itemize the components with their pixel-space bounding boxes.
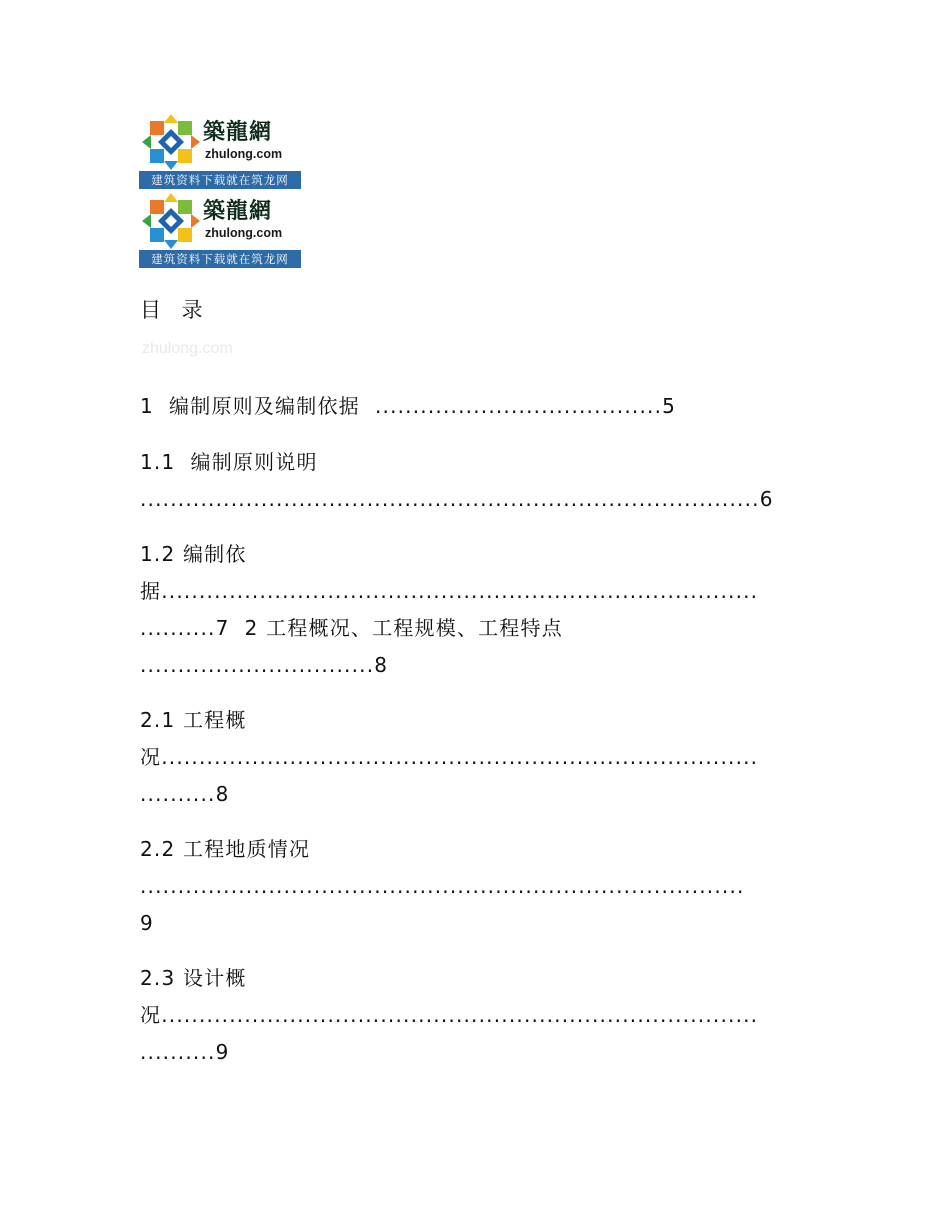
toc-entry-1-1-leader[interactable]: ..................................................................................6 <box>140 487 774 511</box>
toc-heading: 目 录 <box>140 298 210 322</box>
toc-entry-1[interactable]: 1 编制原则及编制依据 ......................................5 <box>140 394 677 418</box>
zhulong-logo-repeat <box>139 190 301 268</box>
logo-chinese-name: 築龍網 <box>203 119 273 145</box>
logo-chinese-name: 築龍網 <box>203 198 273 224</box>
logo-emblem-icon <box>141 192 201 250</box>
logo-top <box>139 111 301 171</box>
toc-entry-2-3[interactable]: 2.3 设计概 <box>140 966 247 990</box>
zhulong-logo <box>139 111 301 189</box>
logo-domain: zhulong.com <box>205 147 283 161</box>
toc-entry-2-2-page[interactable]: 9 <box>140 911 154 935</box>
watermark: zhulong.com <box>142 340 233 357</box>
toc-entry-1-2[interactable]: 1.2 编制依 <box>140 542 247 566</box>
toc-entry-2-2[interactable]: 2.2 工程地质情况 <box>140 837 311 861</box>
toc-entry-2-3-leader[interactable]: 况............................................................................... <box>140 1003 759 1027</box>
toc-entry-2-leader[interactable]: ...............................8 <box>140 653 389 677</box>
logo-tagline: 建筑资料下载就在筑龙网 <box>139 250 301 268</box>
toc-entry-2-3-page[interactable]: ..........9 <box>140 1040 230 1064</box>
toc-entry-2-1[interactable]: 2.1 工程概 <box>140 708 247 732</box>
toc-entry-2-1-page[interactable]: ..........8 <box>140 782 230 806</box>
toc-entry-1-1[interactable]: 1.1 编制原则说明 <box>140 450 318 474</box>
logo-domain: zhulong.com <box>205 226 283 240</box>
toc-entry-2[interactable]: ..........7 2 工程概况、工程规模、工程特点 <box>140 616 563 640</box>
logo-top <box>139 190 301 250</box>
toc-entry-2-2-leader[interactable]: ................................................................................ <box>140 874 745 898</box>
logo-tagline: 建筑资料下载就在筑龙网 <box>139 171 301 189</box>
logo-emblem-icon <box>141 113 201 171</box>
toc-entry-1-2-leader[interactable]: 据............................................................................... <box>140 579 759 603</box>
toc-entry-2-1-leader[interactable]: 况............................................................................... <box>140 745 759 769</box>
